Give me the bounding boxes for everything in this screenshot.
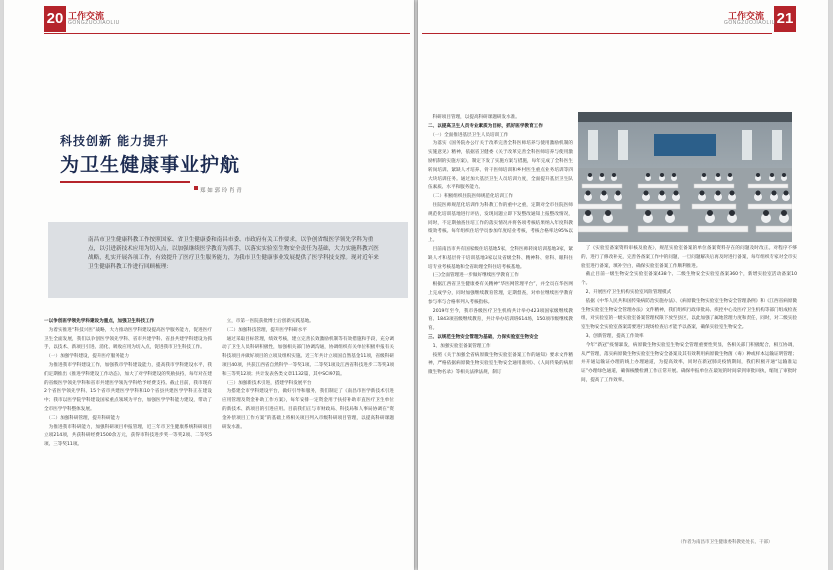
paragraph: 3、创新管理，提高工作效率 (581, 333, 644, 339)
abstract-text: 南昌市卫生健康科教工作按照国家、省卫生健康委和南昌市委、市政府有关工作要求，以争创省级医学领先学科为重点，以引进新技术应用为切入点，以加强继续医学教育为抓手，以落实实验室生物安全责任为基础，大力实施科教兴医战略，扎实开展各项工作，有效提升了医疗卫生服务能力，为我市卫生健康事业发展提供了医学科技支撑。现对近年来卫生健康科教工作进行回顾梳理： (88, 237, 379, 270)
paragraph: 1、加强实验室备案管理工作 (428, 343, 491, 349)
paragraph: (三)全面管理进一步做好继续医学教育工作 (428, 273, 519, 279)
paragraph: 科研项目管理，以提高科研课题研发水准。 (428, 115, 520, 120)
section-heading: 一以争创医学领先学科建设为重点，加强卫生科技工作 (44, 319, 155, 324)
title-underline (60, 181, 190, 183)
author-marker-icon (194, 186, 198, 190)
text-column-1 (44, 318, 212, 450)
paragraph: 为着实推进“科技兴医”战略，大力推动医学科建设提高医学服务能力，促进医疗卫生全面发展，我们以争创医学领先学科、省市共建学科、省县共建学科建设为抓手，以技术、新项目引进、消化、吸收应用为切入点，促进我市卫生科技工作。 (44, 327, 212, 351)
section-subtitle-right: GONGZUOJIAOLIU (724, 20, 776, 26)
paragraph: 为落实《国务院办公厅关于改革完善全科医师培养与使用激励机制的实施意见》精神，依据省卫健委《关于改革完善全科医师培养与使用激励机制的实施方案》，制定下发了实施方案与措施，每年完成了全科医生转岗培训、紧缺人才培养、骨干医师培训和乡村医生重点业务培训等四大块培训任务。通过加大基层卫生人员培训力度，全面提升基层卫生队伍素质、水平和服务能力。 (428, 141, 573, 191)
section-heading: 二、以提高卫生人员专业素质为目标，抓好医学教育工作 (428, 123, 543, 129)
text-column-3 (428, 114, 573, 378)
section-subtitle-left: GONGZUOJIAOLIU (68, 20, 120, 26)
paragraph: 依据《中华人民共和国传染病防治实施办法》、《病原微生物实验室生物安全管理条例》和《江西省病原微生物实验室生物安全管理办法》文件精神，我们组织行政审批局、疾控中心及医疗卫生机构等部门组成检查组，对实验室的一级实验室备案管理权限下放至县区，以此加强了属地管理力度和责任，同时，对二级实验室生物安全实验室备案需要进行现场检查后才能予以备案，确保实验室生物安全。 (581, 298, 797, 331)
paragraph: 根据江西省卫生健康委有关精神“华医网管理平台”，并全员在华医网上完成学分，同时加强继续教育管理，定期督查，对单位继续医学教育参与率与合格率列入考核指标。 (428, 282, 573, 305)
article-title: 为卫生健康事业护航 (60, 154, 241, 176)
text-column-4 (581, 245, 797, 386)
paragraph: 2、开展医疗卫生机构实验室风险管理模式 (581, 289, 672, 295)
classroom-photo-image (578, 112, 792, 242)
text-column-2 (222, 318, 394, 432)
paragraph: 通过采取目标管理，绩效考核，建立完善长效激励机制等有效措施和手段，充分调动了卫生人员科研积极性，加强相关部门协调沟通，协调组织有关单位积极申报有关科技项目并做好项目的立项及组织实施。近三年共计立项国自然基金11项，省级科研项目40项，共获江西省自然科学一等奖1项、二等奖1项及江西省科技进步二等奖3项和三等奖12项；共计发表各类文章1132篇，其中SCI97篇。 (222, 336, 394, 377)
paragraph: 截止目前一级生物安全实验室备案438个、二级生物安全实验室备案360个，新增实验室活动备案10个。 (581, 272, 797, 287)
paragraph: 按照《关于加强全省病原微生物实验室备案工作的通知》要求文件精神，严格依据病原微生物实验室生物安全通用准则》、《人间传染的病原微生物名录》等相关法律法规，制订 (428, 352, 573, 376)
training-hall-photo (578, 112, 792, 242)
paragraph: （一）全面推进基层卫生人员培训工作 (428, 132, 509, 138)
page-number-right: 21 (774, 6, 796, 32)
paragraph: 立，市第一医院获批博士后创新实践基地。 (222, 319, 314, 324)
paragraph: （二）加强科技管理，提升医学科研水平 (222, 327, 307, 333)
section-title-right: 工作交流 (728, 12, 765, 22)
paragraph: 2019年至今，我市各级医疗卫生机构共计举办423项国家级继续教育、1843项省级继续教育，共计举办培训班614场，150项市级继续教育。 (428, 308, 573, 332)
paragraph: （二）加强科研管理，提升科研能力 (44, 415, 120, 421)
header-rule-right (422, 33, 772, 34)
paragraph: 住院医师规范化培训作为科教工作的重中之重，定期对全市住院医师规范化培训基地进行评估，发现问题立即下发整改通知上报整改情况，同时，不定期抽查住培工作的落实情况并将各项考核结果纳入年度科教绩效考核。每年组织住培学员参加年度结业考核，考核合格率达95%以上。 (428, 202, 573, 244)
article-kicker: 科技创新 能力提升 (60, 134, 170, 148)
author-credit: （作者为南昌市卫生健康委科教处处长、干部） (678, 540, 773, 545)
article-authors: 郑 如 郭 玲 肖 青 (200, 188, 242, 194)
page-number-left: 20 (44, 6, 66, 32)
left-page (4, 0, 414, 570)
paragraph: （一）加强学科建设，提升医疗服务能力 (44, 354, 129, 360)
paragraph: （二）积极组织住院医师规范化培训工作 (428, 194, 513, 200)
paragraph: 为推进我市学科建设工作，加强我市学科建设能力，提高我市学科建设水平，我们定期推出《推进学科建设工作动态》，加大了对学科建设的奖励扶持，每年对在建的省级医学领先学科和省市共建医学领先学科给予经费支持。截止目前，我市现有2个省医学领先学科、15个省市共建医学学科和10个省县共建医学学科正在建设中；我市以医学院学科建设国家重点领域为平台，加强医学学科能力建设，带动了全市医学学科整体发展。 (44, 362, 212, 412)
section-heading: 三、以规范生物安全管理为基础，力保实验室生物安全 (428, 334, 539, 340)
paragraph: 为搭建全市学科建设平台，做好引导和服务，我们制定了《南昌市医学新技术引进应用管理及资金补助工作方案》，每年安排一定资金用于扶持补助市直医疗卫生单位的新技术、新项目的引进应用。目前我们正与市财政局、科技局和人事局协调在“资金补偿项目工作方案”的基础上将相关项目列入市级科研项目管理，以提高科研课题研发水准。 (222, 389, 394, 430)
paragraph: （三）加强新技术引进，搭建学科发展平台 (222, 380, 312, 386)
right-page (418, 0, 828, 570)
section-title-left: 工作交流 (68, 12, 105, 22)
paragraph: 目前南昌市共有国家级住培基地5家，全科医师转岗培训基地3家，紧缺人才和基层骨干培训基地3家以及省级全科、精神科、骨科、眼科住培专业考核基地和全省助理全科住培考核基地。 (428, 246, 573, 270)
paragraph: 为推进我市科研能力，加强科研项目申报管理，近三年市卫生健康系统科研项目立项214项，共获科研经费1500余万元，获得市科技进步奖一等奖2项、二等奖5项、三等奖11项。 (44, 424, 212, 448)
paragraph: 了《实验室备案资料审核及验查》，规范实验室备案的单位备案资料存在的问题及时改正。对程序不够的，进行了修改补充，完善各备案工作中的问题，一旦问题解决后再及时进行备案，每年组织专家对全市实验室进行备案，填补空白，确保实验室备案工作顺利推进。 (581, 246, 797, 269)
paragraph: 今年“新冠”疫情暴发，病原微生物实验室生物安全管理重要性突显，各相关部门积极配合，相互协调，从严管理，落实病原微生物实验室生物安全备案及其有效利用病原微生物菌（毒）种或样本运输证明管理；并开通运输证办理的线上办理通道，为提高效率，同时在新冠肺炎疫情期间，我们积极开通“运输准运证”办理绿色通道，确保核酸检测工作正常开展。确保申报单位在最短的时间拿到审批回执，缩短了审批时间，提高了工作效率。 (581, 342, 797, 383)
header-rule-left (44, 33, 410, 34)
